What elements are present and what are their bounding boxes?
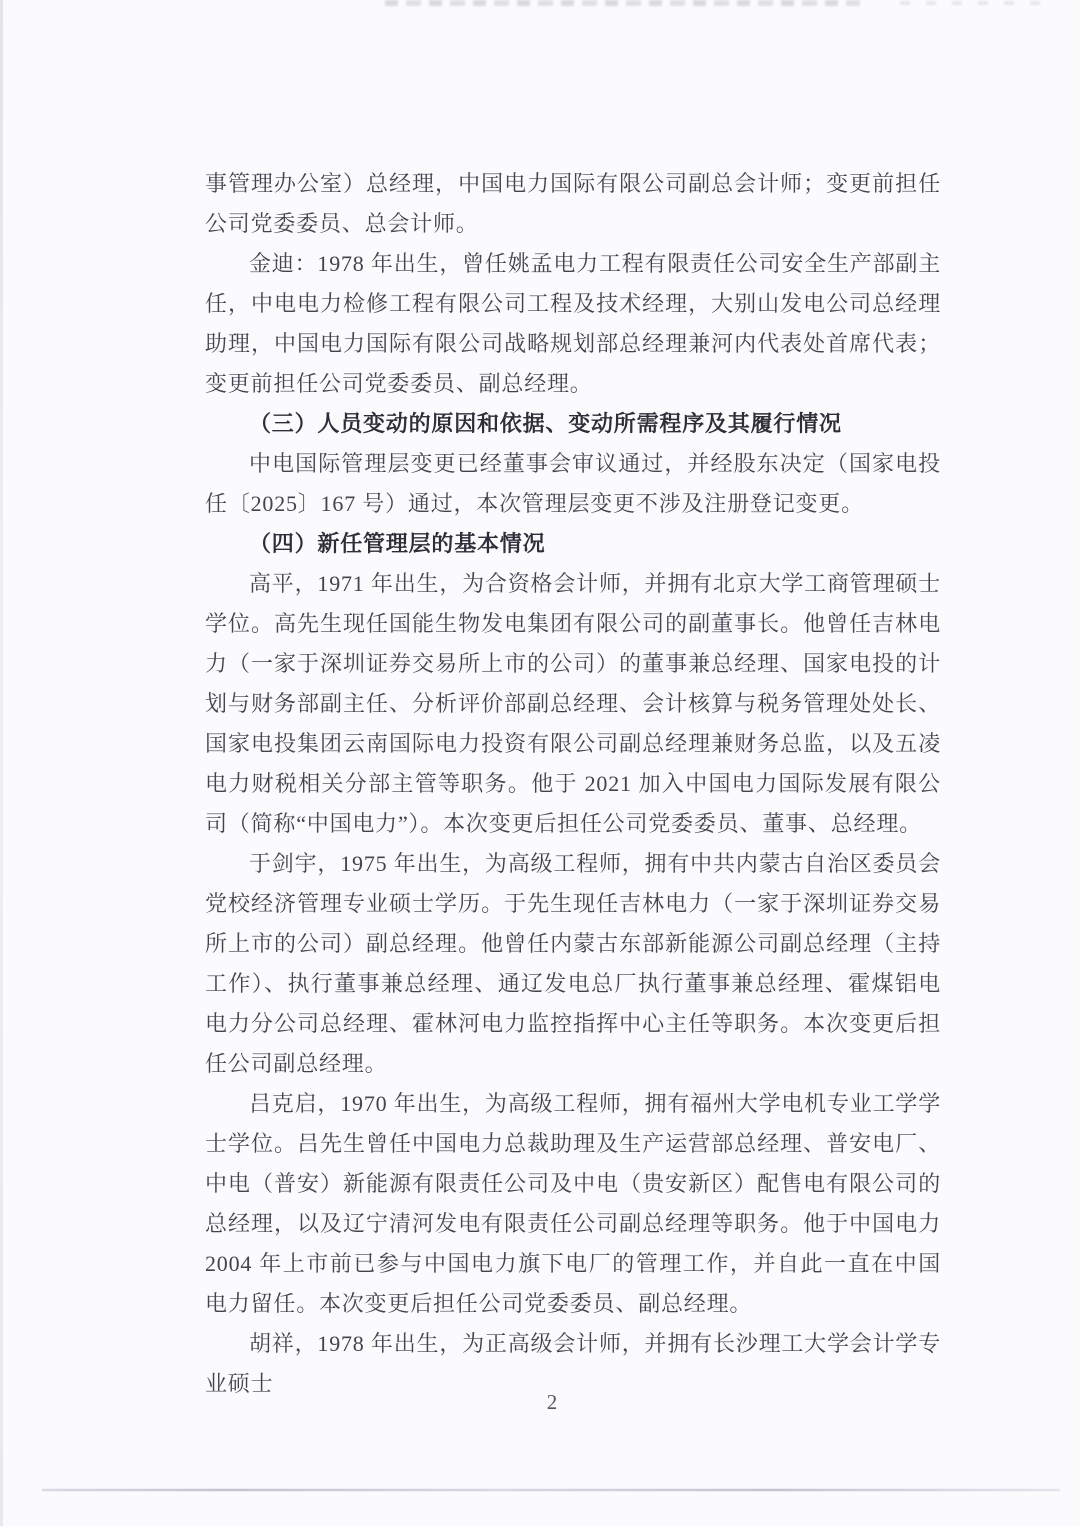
body-paragraph-jindi: 金迪：1978 年出生，曾任姚孟电力工程有限责任公司安全生产部副主任，中电电力检修工程有限公司工程及技术经理，大别山发电公司总经理助理，中国电力国际有限公司战略规划部总经理兼河内代表处首席代表；变更前担任公司党委委员、副总经理。 xyxy=(205,251,941,396)
scan-bottom-line-artifact xyxy=(42,1489,1060,1491)
section-heading-4: （四）新任管理层的基本情况 xyxy=(249,531,546,556)
scan-top-bleed-artifact-right xyxy=(900,1,1050,5)
section-heading-3: （三）人员变动的原因和依据、变动所需程序及其履行情况 xyxy=(249,411,842,436)
body-paragraph-lvkeqi: 吕克启，1970 年出生，为高级工程师，拥有福州大学电机专业工学学士学位。吕先生曾任中国电力总裁助理及生产运营部总经理、普安电厂、中电（普安）新能源有限责任公司及中电（贵安新区）配售电有限公司的总经理，以及辽宁清河发电有限责任公司副总经理等职务。他于中国电力 2004 年上市前已参与中国电力旗下电厂的管理工作，并自此一直在中国电力留任。本次变更后担任公司党委委员、副总经理。 xyxy=(205,1091,941,1316)
body-paragraph-gaoping: 高平，1971 年出生，为合资格会计师，并拥有北京大学工商管理硕士学位。高先生现任国能生物发电集团有限公司的副董事长。他曾任吉林电力（一家于深圳证券交易所上市的公司）的董事兼总经理、国家电投的计划与财务部副主任、分析评价部副总经理、会计核算与税务管理处处长、国家电投集团云南国际电力投资有限公司副总经理兼财务总监，以及五凌电力财税相关分部主管等职务。他于 2021 加入中国电力国际发展有限公司（简称“中国电力”）。本次变更后担任公司党委委员、董事、总经理。 xyxy=(205,571,941,836)
body-paragraph-huxiang: 胡祥，1978 年出生，为正高级会计师，并拥有长沙理工大学会计学专业硕士 xyxy=(205,1331,941,1396)
scan-left-edge-artifact xyxy=(0,0,3,1526)
body-paragraph-yujianyu: 于剑宇，1975 年出生，为高级工程师，拥有中共内蒙古自治区委员会党校经济管理专业硕士学历。于先生现任吉林电力（一家于深圳证券交易所上市的公司）副总经理。他曾任内蒙古东部新能源公司副总经理（主持工作）、执行董事兼总经理、通辽发电总厂执行董事兼总经理、霍煤铝电电力分公司总经理、霍林河电力监控指挥中心主任等职务。本次变更后担任公司副总经理。 xyxy=(205,851,941,1076)
body-paragraph-continuation: 事管理办公室）总经理，中国电力国际有限公司副总会计师；变更前担任公司党委委员、总会计师。 xyxy=(205,171,941,236)
body-paragraph-approval: 中电国际管理层变更已经董事会审议通过，并经股东决定（国家电投任〔2025〕167 号）通过，本次管理层变更不涉及注册登记变更。 xyxy=(205,451,941,516)
page-number: 2 xyxy=(546,1390,558,1414)
scan-top-bleed-artifact xyxy=(385,0,860,6)
document-body xyxy=(205,164,941,1404)
